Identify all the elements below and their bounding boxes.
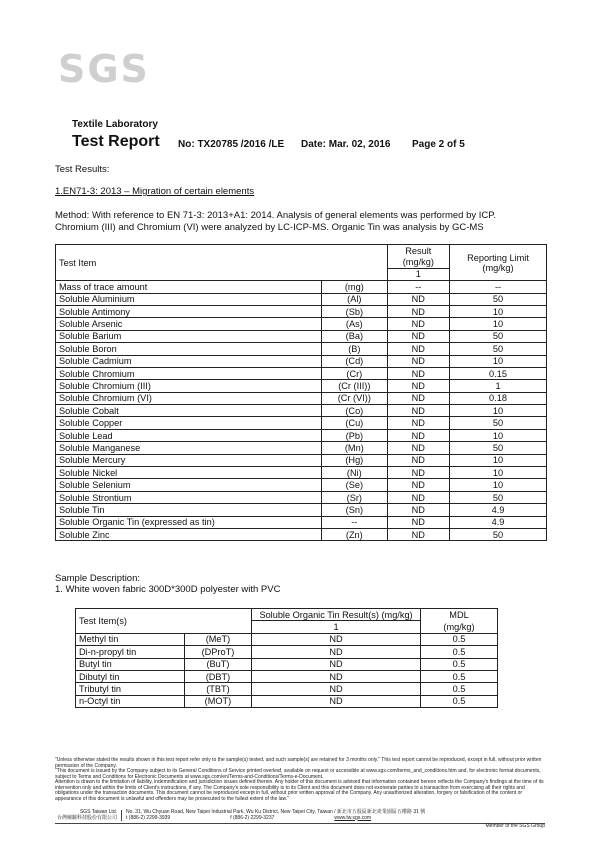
table-row [76, 646, 498, 658]
row-result: ND [387, 293, 449, 305]
col-mdl: MDL [421, 609, 498, 621]
footer-row [55, 810, 545, 821]
row-symbol: -- [322, 516, 388, 528]
row-limit: 10 [450, 429, 547, 441]
row-result: ND [387, 491, 449, 503]
table-row [76, 683, 498, 695]
row-symbol: (MeT) [184, 633, 251, 645]
table-row [56, 429, 547, 441]
organic-tin-table [75, 608, 498, 708]
row-result: ND [252, 633, 421, 645]
footer-contacts [126, 816, 545, 822]
sample-description-text: 1. White woven fabric 300D*300D polyester with PVC [55, 584, 281, 595]
row-test-item: Soluble Organic Tin (expressed as tin) [56, 516, 322, 528]
row-result: ND [387, 442, 449, 454]
row-test-item: n-Octyl tin [76, 695, 185, 707]
row-symbol: (Se) [322, 479, 388, 491]
row-limit: -- [450, 281, 547, 293]
row-limit: 50 [450, 442, 547, 454]
row-symbol: (mg) [322, 281, 388, 293]
row-symbol: (TBT) [184, 683, 251, 695]
sample-description-label: Sample Description: [55, 573, 141, 584]
row-test-item: Mass of trace amount [56, 281, 322, 293]
row-symbol: (Cr (III)) [322, 380, 388, 392]
row-limit: 0.15 [450, 367, 547, 379]
row-test-item: Soluble Aluminium [56, 293, 322, 305]
row-test-item: Soluble Strontium [56, 491, 322, 503]
row-limit: 50 [450, 330, 547, 342]
row-limit: 10 [450, 318, 547, 330]
sample-description [55, 573, 280, 595]
method-text: Method: With reference to EN 71-3: 2013+A1: 2014. Analysis of general elements was performed by ICP. Chromium (III) and Chromium (VI) were analyzed by LC-ICP-MS. Organic Tin was analysis by GC-MS [55, 210, 497, 233]
table-row [56, 367, 547, 379]
footer-company [55, 810, 121, 821]
row-test-item: Soluble Chromium (III) [56, 380, 322, 392]
footer-address-block [121, 810, 545, 821]
row-test-item: Soluble Selenium [56, 479, 322, 491]
row-symbol: (Al) [322, 293, 388, 305]
row-test-item: Soluble Barium [56, 330, 322, 342]
row-symbol: (Co) [322, 405, 388, 417]
row-mdl: 0.5 [421, 633, 498, 645]
row-limit: 50 [450, 528, 547, 540]
col-reporting-limit: Reporting Limit (mg/kg) [450, 245, 547, 281]
row-limit: 50 [450, 293, 547, 305]
member-of-sgs: Member of the SGS Group [55, 823, 545, 830]
elements-table [55, 244, 547, 541]
row-result: ND [387, 429, 449, 441]
row-symbol: (Sb) [322, 305, 388, 317]
row-symbol: (Zn) [322, 528, 388, 540]
row-result: ND [252, 695, 421, 707]
row-mdl: 0.5 [421, 683, 498, 695]
table-row [56, 528, 547, 540]
row-limit: 10 [450, 454, 547, 466]
row-result: ND [387, 417, 449, 429]
row-result: ND [387, 528, 449, 540]
row-test-item: Soluble Cobalt [56, 405, 322, 417]
row-mdl: 0.5 [421, 658, 498, 670]
row-result: ND [252, 646, 421, 658]
row-limit: 50 [450, 417, 547, 429]
row-result: ND [387, 516, 449, 528]
table-row [56, 467, 547, 479]
table-row [56, 305, 547, 317]
report-date: Date: Mar. 02, 2016 [301, 139, 391, 150]
row-result: ND [387, 405, 449, 417]
table-row [56, 330, 547, 342]
table-row [56, 504, 547, 516]
table-row [56, 442, 547, 454]
company-fax: f (886-2) 2299-3237 [230, 814, 275, 821]
table-row [76, 658, 498, 670]
col-result-unit: (mg/kg) [387, 256, 449, 268]
sgs-logo: SGS [58, 47, 150, 91]
row-limit: 50 [450, 343, 547, 355]
table-row [76, 633, 498, 645]
table-header-row [56, 245, 547, 257]
table-row [56, 380, 547, 392]
row-result: ND [387, 380, 449, 392]
row-symbol: (MOT) [184, 695, 251, 707]
row-symbol: (Cr (VI)) [322, 392, 388, 404]
row-limit: 50 [450, 491, 547, 503]
col-organic-tin-result: Soluble Organic Tin Result(s) (mg/kg) [252, 609, 421, 621]
test-results-label: Test Results: [55, 164, 110, 175]
row-test-item: Tributyl tin [76, 683, 185, 695]
row-result: ND [387, 479, 449, 491]
row-symbol: (B) [322, 343, 388, 355]
disclaimer-line: "Unless otherwise stated the results shown in this test report refer only to the sample(s) tested, and such sample(s) are retained for 3 months only." This test report cannot be reproduced, except in full, without prior written permission of the Company. [55, 757, 542, 769]
row-result: ND [387, 392, 449, 404]
row-symbol: (Cu) [322, 417, 388, 429]
disclaimer [55, 758, 545, 802]
table-row [56, 491, 547, 503]
row-limit: 10 [450, 405, 547, 417]
footer [55, 810, 545, 830]
table-row [56, 281, 547, 293]
lab-name: Textile Laboratory [72, 119, 158, 130]
row-test-item: Dibutyl tin [76, 670, 185, 682]
row-symbol: (Sr) [322, 491, 388, 503]
table-row [56, 417, 547, 429]
row-test-item: Soluble Arsenic [56, 318, 322, 330]
row-result: ND [387, 467, 449, 479]
row-test-item: Soluble Copper [56, 417, 322, 429]
company-website[interactable]: www.tw.sgs.com [334, 814, 372, 821]
table-row [56, 392, 547, 404]
row-test-item: Butyl tin [76, 658, 185, 670]
row-symbol: (DBT) [184, 670, 251, 682]
table-row [56, 405, 547, 417]
table-row [76, 695, 498, 707]
row-limit: 4.9 [450, 504, 547, 516]
row-symbol: (DProT) [184, 646, 251, 658]
row-limit: 10 [450, 305, 547, 317]
col-result-sample-no: 1 [387, 268, 449, 280]
table-row [56, 318, 547, 330]
report-title: Test Report [72, 133, 160, 150]
row-symbol: (Sn) [322, 504, 388, 516]
row-mdl: 0.5 [421, 646, 498, 658]
row-result: -- [387, 281, 449, 293]
row-symbol: (Hg) [322, 454, 388, 466]
col-result: Result [387, 245, 449, 257]
row-test-item: Soluble Manganese [56, 442, 322, 454]
row-symbol: (Pb) [322, 429, 388, 441]
row-test-item: Soluble Chromium [56, 367, 322, 379]
row-limit: 0.18 [450, 392, 547, 404]
row-result: ND [252, 683, 421, 695]
row-symbol: (Cd) [322, 355, 388, 367]
report-number: No: TX20785 /2016 /LE [178, 139, 285, 150]
col-test-item: Test Item [56, 245, 388, 281]
row-result: ND [387, 330, 449, 342]
row-result: ND [387, 318, 449, 330]
table-row [56, 343, 547, 355]
row-limit: 10 [450, 479, 547, 491]
company-address: No. 31, Wu Chyuan Road, New Taipei Industrial Park, Wu Ku District, New Taipei City, Taiwan / 新北市五股區新北產業園區五權路 31 號 [126, 809, 426, 815]
page-number: Page 2 of 5 [412, 139, 465, 150]
row-test-item: Methyl tin [76, 633, 185, 645]
col-mdl-unit: (mg/kg) [421, 621, 498, 633]
row-symbol: (Mn) [322, 442, 388, 454]
disclaimer-line: "This document is issued by the Company subject to its General Conditions of Service printed overleaf, available on request or accessible at www.sgs.com/terms_and_conditions.htm and, for electronic format documents, subject to Terms and Conditions for Electronic Documents at www.sgs.com/en/Terms-and-Conditions/Terms-e-Document. [55, 768, 541, 780]
row-result: ND [387, 305, 449, 317]
row-test-item: Soluble Lead [56, 429, 322, 441]
company-name: SGS Taiwan Ltd. [79, 809, 117, 815]
row-test-item: Soluble Boron [56, 343, 322, 355]
row-test-item: Soluble Chromium (VI) [56, 392, 322, 404]
row-symbol: (Cr) [322, 367, 388, 379]
row-test-item: Soluble Nickel [56, 467, 322, 479]
table-header-row [76, 609, 498, 621]
col-test-items: Test Item(s) [76, 609, 252, 634]
company-tel: t (886-2) 2299-3939 [126, 814, 171, 821]
row-mdl: 0.5 [421, 670, 498, 682]
table-row [56, 479, 547, 491]
row-limit: 4.9 [450, 516, 547, 528]
row-symbol: (Ba) [322, 330, 388, 342]
row-result: ND [387, 504, 449, 516]
row-test-item: Di-n-propyl tin [76, 646, 185, 658]
company-name-cn: 台灣檢驗科技股份有限公司 [56, 814, 117, 821]
row-result: ND [252, 670, 421, 682]
row-result: ND [387, 355, 449, 367]
row-limit: 1 [450, 380, 547, 392]
row-result: ND [387, 367, 449, 379]
row-symbol: (BuT) [184, 658, 251, 670]
section-title: 1.EN71-3: 2013 – Migration of certain elements [55, 186, 255, 197]
table-row [76, 670, 498, 682]
row-limit: 10 [450, 467, 547, 479]
row-limit: 10 [450, 355, 547, 367]
row-symbol: (Ni) [322, 467, 388, 479]
row-result: ND [387, 343, 449, 355]
row-mdl: 0.5 [421, 695, 498, 707]
row-result: ND [387, 454, 449, 466]
disclaimer-line: Attention is drawn to the limitation of liability, indemnification and jurisdiction issues defined therein. Any holder of this document is advised that information contained hereon reflects the Company's findings at the time of its intervention only and within the limits of Client's instructions, if any. The Company's sole responsibility is to its Client and this document does not exonerate parties to a transaction from exercising all their rights and obligations under the transaction documents. This document cannot be reproduced except in full, without prior written approval of the Company. Any unauthorized alteration, forgery or falsification of the content or appearance of this document is unlawful and offenders may be prosecuted to the fullest extent of the law." [55, 779, 544, 802]
col-result-sample-no: 1 [252, 621, 421, 633]
row-result: ND [252, 658, 421, 670]
table-row [56, 454, 547, 466]
table-row [56, 293, 547, 305]
row-test-item: Soluble Zinc [56, 528, 322, 540]
row-test-item: Soluble Mercury [56, 454, 322, 466]
row-test-item: Soluble Tin [56, 504, 322, 516]
row-test-item: Soluble Antimony [56, 305, 322, 317]
table-row [56, 516, 547, 528]
row-symbol: (As) [322, 318, 388, 330]
row-test-item: Soluble Cadmium [56, 355, 322, 367]
table-row [56, 355, 547, 367]
